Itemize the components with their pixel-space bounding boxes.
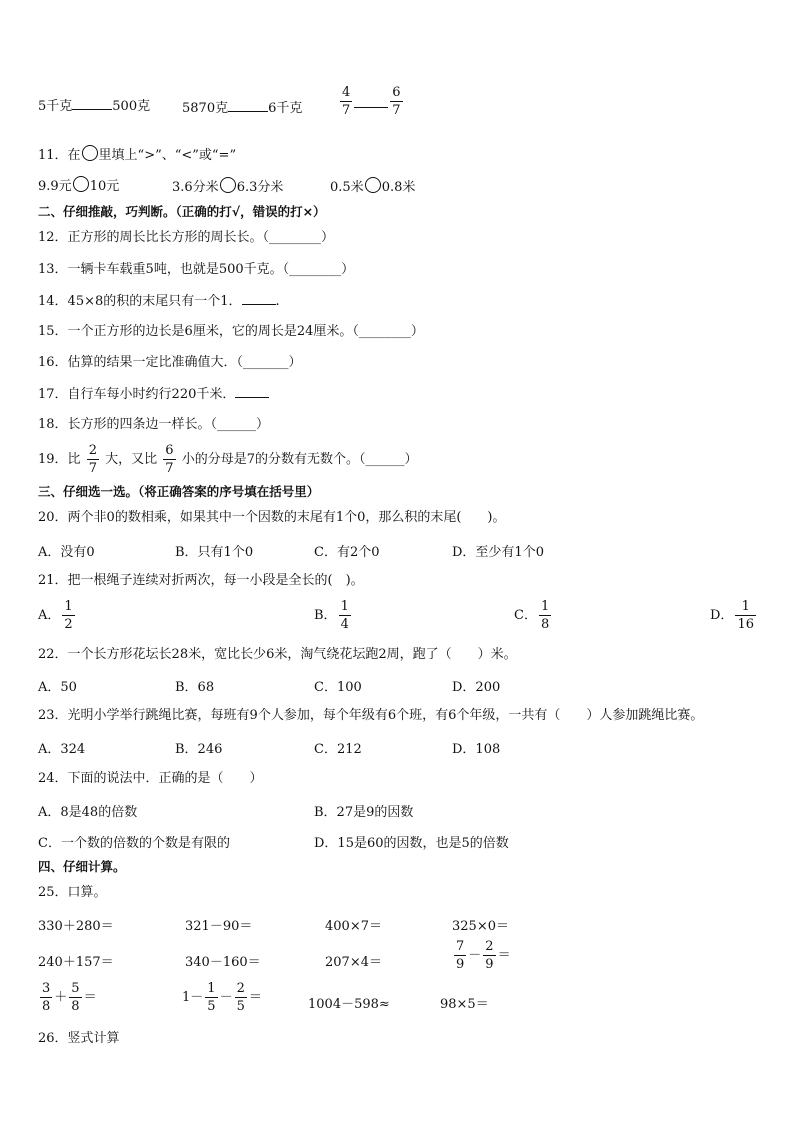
section-heading: 二、仔细推敲，巧判断。（正确的打√，错误的打×） bbox=[38, 204, 326, 219]
question-11: 11．在 里填上“>”、“<”或“=” bbox=[38, 145, 236, 165]
circle-icon[interactable] bbox=[365, 177, 381, 193]
calc-item: $\frac{3}{8}$ ＋ $\frac{5}{8}$ ＝ bbox=[42, 981, 97, 1014]
compare-item: 5870克 6千克 bbox=[182, 101, 303, 116]
option[interactable]: C．100 bbox=[314, 680, 362, 695]
fraction: $\frac{6}{7}$ bbox=[165, 443, 174, 476]
fraction: $\frac{1}{16}$ bbox=[737, 599, 754, 632]
fraction: $\frac{2}{7}$ bbox=[88, 443, 97, 476]
calc-item: 207×4＝ bbox=[325, 955, 382, 970]
question-16: 16．估算的结果一定比准确值大．（_______） bbox=[38, 355, 302, 370]
option[interactable]: A． $\frac{1}{2}$ bbox=[38, 599, 73, 632]
answer-blank[interactable] bbox=[242, 292, 276, 305]
fraction: $\frac{6}{7}$ bbox=[392, 85, 401, 118]
option[interactable]: D． $\frac{1}{16}$ bbox=[710, 599, 754, 632]
question-12: 12．正方形的周长比长方形的周长长。（________） bbox=[38, 230, 335, 245]
option[interactable]: B．只有1个0 bbox=[175, 545, 254, 560]
option[interactable]: B．68 bbox=[175, 680, 215, 695]
calc-item: 1004－598≈ bbox=[308, 997, 390, 1012]
fraction: $\frac{4}{7}$ bbox=[342, 85, 351, 118]
calc-item: 240＋157＝ bbox=[38, 955, 114, 970]
compare-row: 5千克 500克 bbox=[38, 99, 151, 114]
circle-icon[interactable] bbox=[220, 177, 236, 193]
question-17: 17．自行车每小时约行220千米． bbox=[38, 385, 269, 404]
option[interactable]: D．至少有1个0 bbox=[452, 545, 544, 560]
question-21: 21．把一根绳子连续对折两次，每一小段是全长的( )。 bbox=[38, 573, 364, 588]
answer-blank[interactable] bbox=[354, 95, 388, 108]
calc-item: $\frac{7}{9}$ － $\frac{2}{9}$ ＝ bbox=[456, 939, 511, 972]
section-heading: 三、仔细选一选。（将正确答案的序号填在括号里） bbox=[38, 484, 320, 499]
fraction: $\frac{1}{4}$ bbox=[340, 599, 349, 632]
question-19: 19．比 $\frac{2}{7}$ 大，又比 $\frac{6}{7}$ 小的分母是7的分数有无数个。（______） bbox=[38, 443, 418, 476]
q11-item: 3.6分米 6.3分米 bbox=[172, 176, 283, 195]
question-18: 18．长方形的四条边一样长。（______） bbox=[38, 417, 270, 432]
calc-item: 340－160＝ bbox=[185, 955, 261, 970]
calc-item: 1－ $\frac{1}{5}$ － $\frac{2}{5}$ ＝ bbox=[182, 981, 262, 1014]
answer-blank[interactable] bbox=[235, 385, 269, 398]
option[interactable]: C．一个数的倍数的个数是有限的 bbox=[38, 836, 230, 851]
option[interactable]: D．108 bbox=[452, 742, 501, 757]
option[interactable]: B．246 bbox=[175, 742, 223, 757]
fraction: $\frac{1}{2}$ bbox=[64, 599, 73, 632]
question-24: 24．下面的说法中．正确的是（ ） bbox=[38, 771, 263, 786]
fraction: $\frac{2}{9}$ bbox=[485, 939, 494, 972]
option[interactable]: A．8是48的倍数 bbox=[38, 805, 138, 820]
option[interactable]: C．212 bbox=[314, 742, 362, 757]
question-25: 25．口算。 bbox=[38, 885, 107, 900]
calc-item: 325×0＝ bbox=[452, 919, 509, 934]
fraction: $\frac{3}{8}$ bbox=[42, 981, 51, 1014]
answer-blank[interactable] bbox=[72, 97, 112, 110]
q11-item: 0.5米 0.8米 bbox=[330, 176, 415, 195]
question-14: 14．45×8的积的末尾只有一个1． . bbox=[38, 294, 280, 309]
question-22: 22．一个长方形花坛长28米，宽比长少6米，淘气绕花坛跑2周，跑了（ ）米。 bbox=[38, 647, 517, 662]
calc-item: 330＋280＝ bbox=[38, 919, 114, 934]
option[interactable]: D．15是60的因数，也是5的倍数 bbox=[314, 836, 509, 851]
section-heading: 四、仔细计算。 bbox=[38, 859, 126, 874]
fraction: $\frac{2}{5}$ bbox=[236, 981, 245, 1014]
question-13: 13．一辆卡车载重5吨，也就是500千克。（________） bbox=[38, 262, 355, 277]
fraction-compare bbox=[338, 86, 405, 117]
question-15: 15．一个正方形的边长是6厘米，它的周长是24厘米。（________） bbox=[38, 324, 424, 339]
question-26: 26．竖式计算 bbox=[38, 1031, 120, 1046]
question-20: 20．两个非0的数相乘，如果其中一个因数的末尾有1个0，那么积的末尾( )。 bbox=[38, 510, 506, 525]
option[interactable]: C．有2个0 bbox=[314, 545, 380, 560]
option[interactable]: A．没有0 bbox=[38, 545, 95, 560]
option[interactable]: A．324 bbox=[38, 742, 86, 757]
option[interactable]: B． $\frac{1}{4}$ bbox=[314, 599, 349, 632]
circle-icon bbox=[82, 145, 98, 161]
calc-item: 400×7＝ bbox=[325, 919, 382, 934]
fraction: $\frac{5}{8}$ bbox=[71, 981, 80, 1014]
calc-item: 98×5＝ bbox=[440, 997, 489, 1012]
fraction: $\frac{7}{9}$ bbox=[456, 939, 465, 972]
q11-item: 9.9元 10元 bbox=[38, 176, 119, 196]
fraction: $\frac{1}{8}$ bbox=[540, 599, 550, 632]
calc-item: 321－90＝ bbox=[185, 919, 253, 934]
option[interactable]: C． $\frac{1}{8}$ bbox=[514, 599, 550, 632]
option[interactable]: A．50 bbox=[38, 680, 77, 695]
question-23: 23．光明小学举行跳绳比赛，每班有9个人参加，每个年级有6个班，有6个年级，一共有（ ）人参加跳绳比赛。 bbox=[38, 708, 704, 723]
option[interactable]: D．200 bbox=[452, 680, 501, 695]
circle-icon[interactable] bbox=[73, 176, 89, 192]
answer-blank[interactable] bbox=[228, 99, 268, 112]
fraction: $\frac{1}{5}$ bbox=[207, 981, 216, 1014]
option[interactable]: B．27是9的因数 bbox=[314, 805, 414, 820]
